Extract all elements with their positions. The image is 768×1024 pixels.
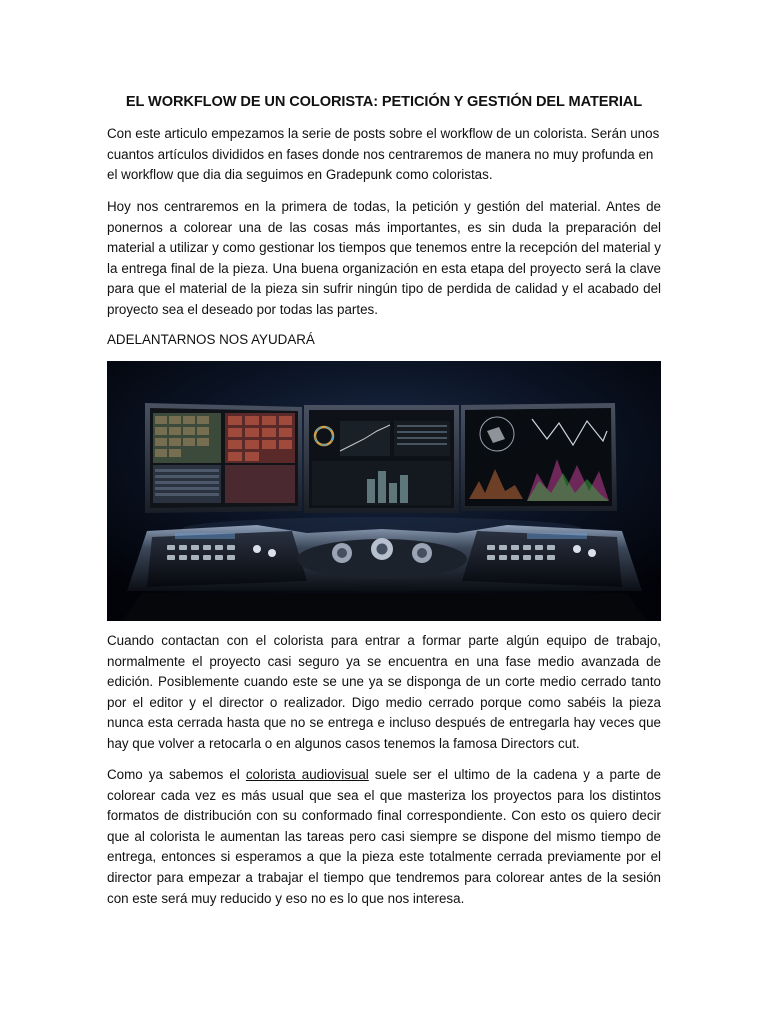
- section-heading: ADELANTARNOS NOS AYUDARÁ: [107, 332, 315, 347]
- paragraph-intro: Con este articulo empezamos la serie de posts sobre el workflow de un colorista. Serán unos cuantos artículos divididos en fases donde nos centraremos de manera no muy profunda en el workflow que dia dia seguimos en Gradepunk como coloristas.: [107, 126, 660, 183]
- paragraph-contact: Cuando contactan con el colorista para entrar a formar parte algún equipo de trabajo, normalmente el proyecto casi seguro ya se encuentra en una fase medio avanzada de edición. Posiblemente cuando este se une ya se disponga de un corte medio cerrado tanto por el editor y el director o realizador. Digo medio cerrado porque como sabéis la pieza nunca esta cerrada hasta que no se entrega e incluso después de entregarla hay veces que hay que volver a retocarla o en algunos casos tenemos la famosa Directors cut.: [107, 633, 661, 751]
- center-monitor: [304, 405, 459, 513]
- left-monitor: [145, 403, 302, 513]
- paragraph-colorist-after: suele ser el ultimo de la cadena y a parte de colorear cada vez es más usual que sea el que masteriza los proyectos para los distintos formatos de distribución con su conformado final correspondiente. Con esto os quiero decir que al colorista le aumentan las tareas pero casi siempre se dispone del mismo tiempo de entrega, entonces si esperamos a que la pieza este totalmente cerrada previamente por el director para empezar a trabajar el tiempo que tendremos para colorear antes de la sesión con este será muy reducido y eso no es lo que nos interesa.: [107, 767, 661, 906]
- paragraph-material: Hoy nos centraremos en la primera de todas, la petición y gestión del material. Antes de ponernos a colorear una de las cosas más importantes, es sin duda la preparación del material a utilizar y como gestionar los tiempos que tenemos entre la recepción del material y la entrega final de la pieza. Una buena organización en esta etapa del proyecto será la clave para que el material de la pieza sin sufrir ningún tipo de perdida de calidad y el acabado del proyecto sea el deseado por todas las partes.: [107, 199, 661, 317]
- paragraph-colorist: [107, 765, 661, 909]
- document-title: EL WORKFLOW DE UN COLORISTA: PETICIÓN Y GESTIÓN DEL MATERIAL: [125, 94, 643, 110]
- right-monitor: [461, 403, 617, 511]
- color-grading-suite-photo: [107, 361, 661, 621]
- paragraph-colorist-before: Como ya sabemos el: [107, 767, 246, 782]
- control-desk: [122, 525, 647, 621]
- colorista-audiovisual-link[interactable]: colorista audiovisual: [245, 767, 369, 782]
